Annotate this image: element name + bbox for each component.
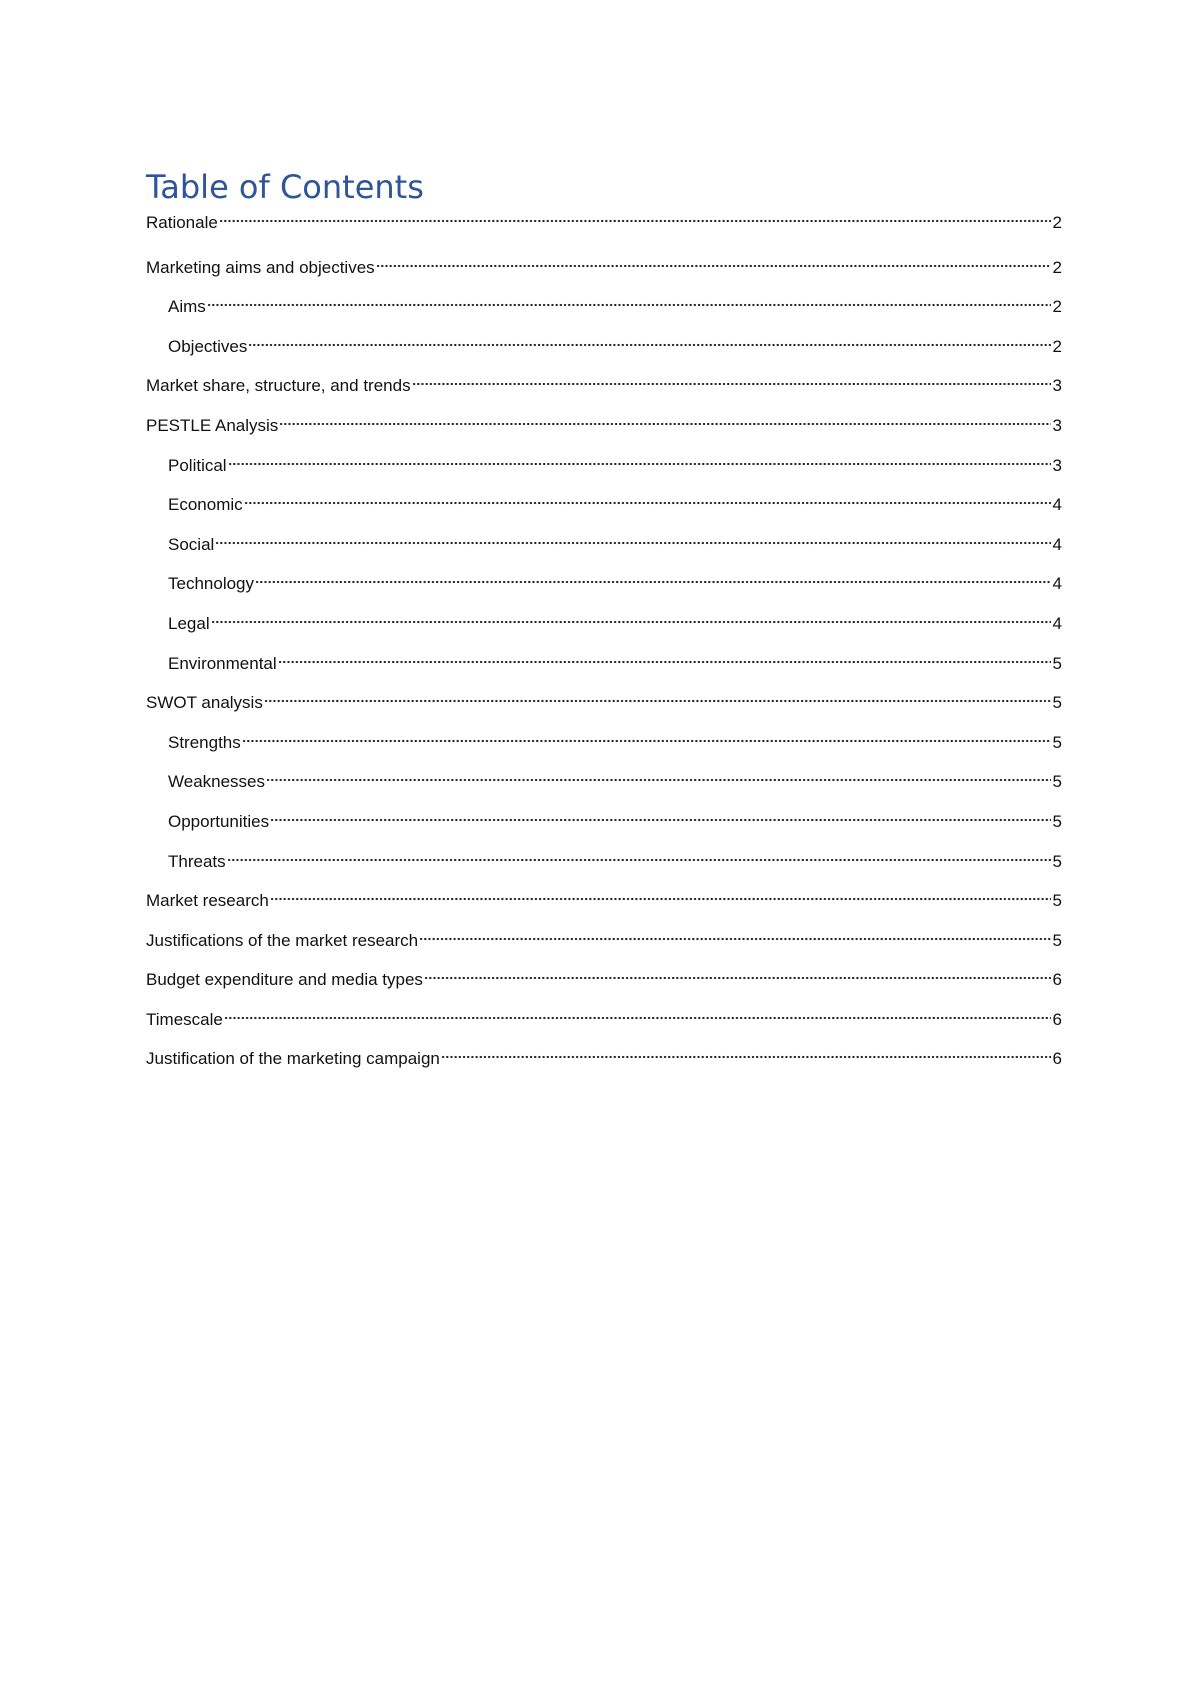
toc-page-number: 2 (1052, 257, 1062, 277)
toc-entry-label: Threats (168, 851, 226, 871)
toc-entry-label: Environmental (168, 653, 277, 673)
toc-dot-leader (279, 422, 1051, 426)
toc-entry-label: Aims (168, 297, 206, 317)
toc-entry-label: Technology (168, 574, 255, 594)
toc-dot-leader (278, 660, 1051, 664)
toc-page-number: 5 (1052, 891, 1062, 911)
toc-dot-leader (215, 541, 1051, 545)
toc-page-number: 4 (1052, 613, 1062, 633)
toc-entry[interactable] (146, 762, 1062, 802)
toc-page-number: 5 (1052, 693, 1062, 713)
toc-entry-label: Budget expenditure and media types (146, 970, 423, 990)
toc-list (146, 208, 1062, 1079)
toc-entry[interactable] (146, 921, 1062, 961)
toc-dot-leader (227, 858, 1051, 862)
toc-page-number: 5 (1052, 772, 1062, 792)
toc-entry[interactable] (146, 406, 1062, 446)
toc-dot-leader (270, 897, 1051, 901)
toc-entry[interactable] (146, 723, 1062, 763)
toc-dot-leader (224, 1016, 1051, 1020)
toc-entry[interactable] (146, 366, 1062, 406)
toc-dot-leader (412, 382, 1051, 386)
toc-page-number: 5 (1052, 653, 1062, 673)
toc-entry[interactable] (146, 960, 1062, 1000)
toc-page-number: 4 (1052, 495, 1062, 515)
toc-entry-label: Rationale (146, 213, 218, 232)
toc-entry[interactable] (146, 1039, 1062, 1079)
toc-dot-leader (441, 1055, 1051, 1059)
toc-entry-label: Political (168, 455, 227, 475)
toc-dot-leader (424, 976, 1051, 980)
toc-entry[interactable] (146, 802, 1062, 842)
toc-entry-label: Justification of the marketing campaign (146, 1049, 440, 1069)
toc-entry-label: Weaknesses (168, 772, 266, 792)
toc-entry-label: Opportunities (168, 811, 270, 831)
toc-entry-label: Justifications of the market research (146, 930, 419, 950)
toc-entry-label: PESTLE Analysis (146, 415, 279, 435)
toc-entry[interactable] (146, 842, 1062, 882)
toc-entry-label: Economic (168, 495, 243, 515)
toc-page-number: 6 (1052, 1049, 1062, 1069)
toc-entry-label: Market share, structure, and trends (146, 376, 411, 396)
toc-entry[interactable] (146, 644, 1062, 684)
toc-dot-leader (244, 501, 1051, 505)
toc-title: Table of Contents (146, 168, 424, 206)
toc-page-number: 4 (1052, 574, 1062, 594)
toc-entry[interactable] (146, 446, 1062, 486)
toc-dot-leader (266, 778, 1051, 782)
toc-dot-leader (270, 818, 1051, 822)
toc-entry[interactable] (146, 485, 1062, 525)
toc-page-number: 2 (1052, 297, 1062, 317)
toc-page-number: 5 (1052, 930, 1062, 950)
toc-page-number: 2 (1052, 213, 1062, 232)
toc-page-number: 2 (1052, 336, 1062, 356)
toc-entry-label: Social (168, 534, 215, 554)
toc-page-number: 5 (1052, 851, 1062, 871)
toc-entry[interactable] (146, 1000, 1062, 1040)
toc-entry[interactable] (146, 881, 1062, 921)
toc-dot-leader (264, 699, 1051, 703)
toc-entry[interactable] (146, 287, 1062, 327)
toc-entry-label: Strengths (168, 732, 241, 752)
toc-entry[interactable] (146, 604, 1062, 644)
toc-entry[interactable] (146, 208, 1062, 238)
toc-dot-leader (255, 580, 1051, 584)
toc-page-number: 5 (1052, 811, 1062, 831)
toc-entry-label: Timescale (146, 1009, 223, 1029)
toc-dot-leader (228, 462, 1051, 466)
toc-entry[interactable] (146, 248, 1062, 288)
toc-entry-label: Marketing aims and objectives (146, 257, 375, 277)
toc-dot-leader (248, 343, 1051, 347)
toc-entry-label: Objectives (168, 336, 248, 356)
toc-entry[interactable] (146, 564, 1062, 604)
toc-entry[interactable] (146, 683, 1062, 723)
toc-entry-label: SWOT analysis (146, 693, 263, 713)
toc-dot-leader (211, 620, 1051, 624)
toc-page-number: 5 (1052, 732, 1062, 752)
toc-entry[interactable] (146, 525, 1062, 565)
toc-page-number: 6 (1052, 1009, 1062, 1029)
toc-page-number: 3 (1052, 415, 1062, 435)
toc-dot-leader (376, 264, 1051, 268)
table-of-contents (146, 166, 1062, 1079)
toc-page-number: 4 (1052, 534, 1062, 554)
toc-entry-label: Market research (146, 891, 269, 911)
toc-entry-label: Legal (168, 613, 210, 633)
toc-page-number: 3 (1052, 455, 1062, 475)
toc-dot-leader (419, 937, 1051, 941)
toc-dot-leader (242, 739, 1051, 743)
toc-dot-leader (207, 303, 1051, 307)
toc-page-number: 3 (1052, 376, 1062, 396)
toc-entry[interactable] (146, 327, 1062, 367)
toc-page-number: 6 (1052, 970, 1062, 990)
toc-dot-leader (219, 219, 1051, 223)
